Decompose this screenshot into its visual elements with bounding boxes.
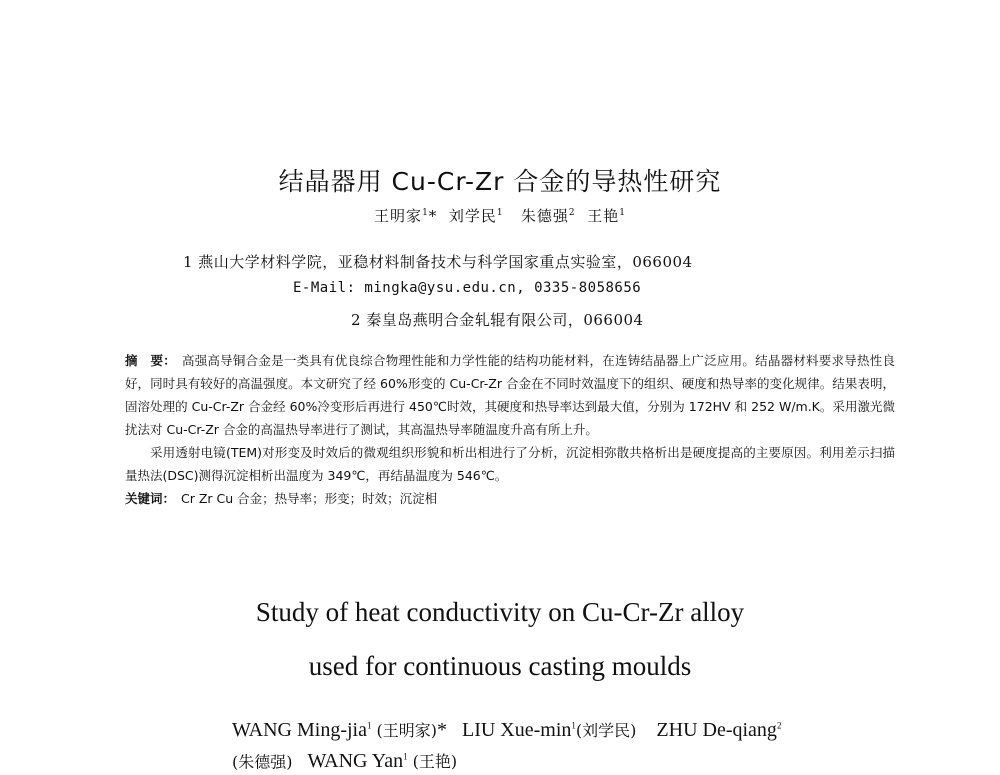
keywords-text: Cr Zr Cu 合金；热导率；形变；时效；沉淀相 (181, 491, 438, 506)
author-en-1: WANG Ming-jia$^1$ (王明家)* (232, 718, 447, 741)
author-en-3: ZHU De-qiang$^2$ (656, 718, 782, 741)
author-cn-1: 王明家$^1$* (374, 207, 438, 225)
email-line: E-Mail: mingka@ysu.edu.cn, 0335-8058656 (293, 280, 642, 296)
keywords (125, 487, 895, 510)
authors-chinese (0, 205, 1000, 226)
author-en-3-cn: (朱德强) (232, 752, 293, 772)
author-cn-3: 朱德强$^2$ (520, 207, 576, 225)
author-cn-4: 王艳$^1$ (587, 207, 626, 225)
abstract (125, 349, 895, 510)
abstract-paragraph-1: 摘 要： 高强高导铜合金是一类具有优良综合物理性能和力学性能的结构功能材料，在连铸结晶器上广泛应用。结晶器材料要求导热性良好，同时具有较好的高温强度。本文研究了经 60%形变的 Cu-Cr-Zr 合金在不同时效温度下的组织、硬度和热导率的变化规律。结果表明，固溶处理的 Cu-Cr-Zr 合金经 60%冷变形后再进行 450℃时效，其硬度和热导率达到最大值，分别为 172HV 和 252 W/m.K。采用激光微扰法对 Cu-Cr-Zr 合金的高温热导率进行了测试，其高温热导率随温度升高有所上升。 (125, 353, 895, 437)
affiliation-2: 2 秦皇岛燕明合金轧辊有限公司，066004 (351, 311, 644, 329)
author-en-4: WANG Yan$^1$ (王艳) (307, 750, 458, 773)
title-english-line-2: used for continuous casting moulds (308, 651, 692, 681)
affiliation-1: 1 燕山大学材料学院，亚稳材料制备技术与科学国家重点实验室，066004 (183, 253, 693, 271)
authors-english (232, 712, 892, 775)
author-cn-2: 刘学民$^1$ (448, 207, 504, 225)
title-chinese: 结晶器用 Cu-Cr-Zr 合金的导热性研究 (278, 167, 722, 196)
author-en-2: LIU Xue-$\min^1$(刘学民) (461, 718, 637, 741)
keywords-label: 关键词： (125, 491, 176, 506)
abstract-paragraph-2: 采用透射电镜(TEM)对形变及时效后的微观组织形貌和析出相进行了分析，沉淀相弥散共格析出是硬度提高的主要原因。利用差示扫描量热法(DSC)测得沉淀相析出温度为 349℃，再结晶温度为 546℃。 (125, 445, 895, 483)
abstract-label: 摘 要： (125, 353, 176, 368)
title-english-line-1: Study of heat conductivity on Cu-Cr-Zr alloy (255, 597, 745, 627)
